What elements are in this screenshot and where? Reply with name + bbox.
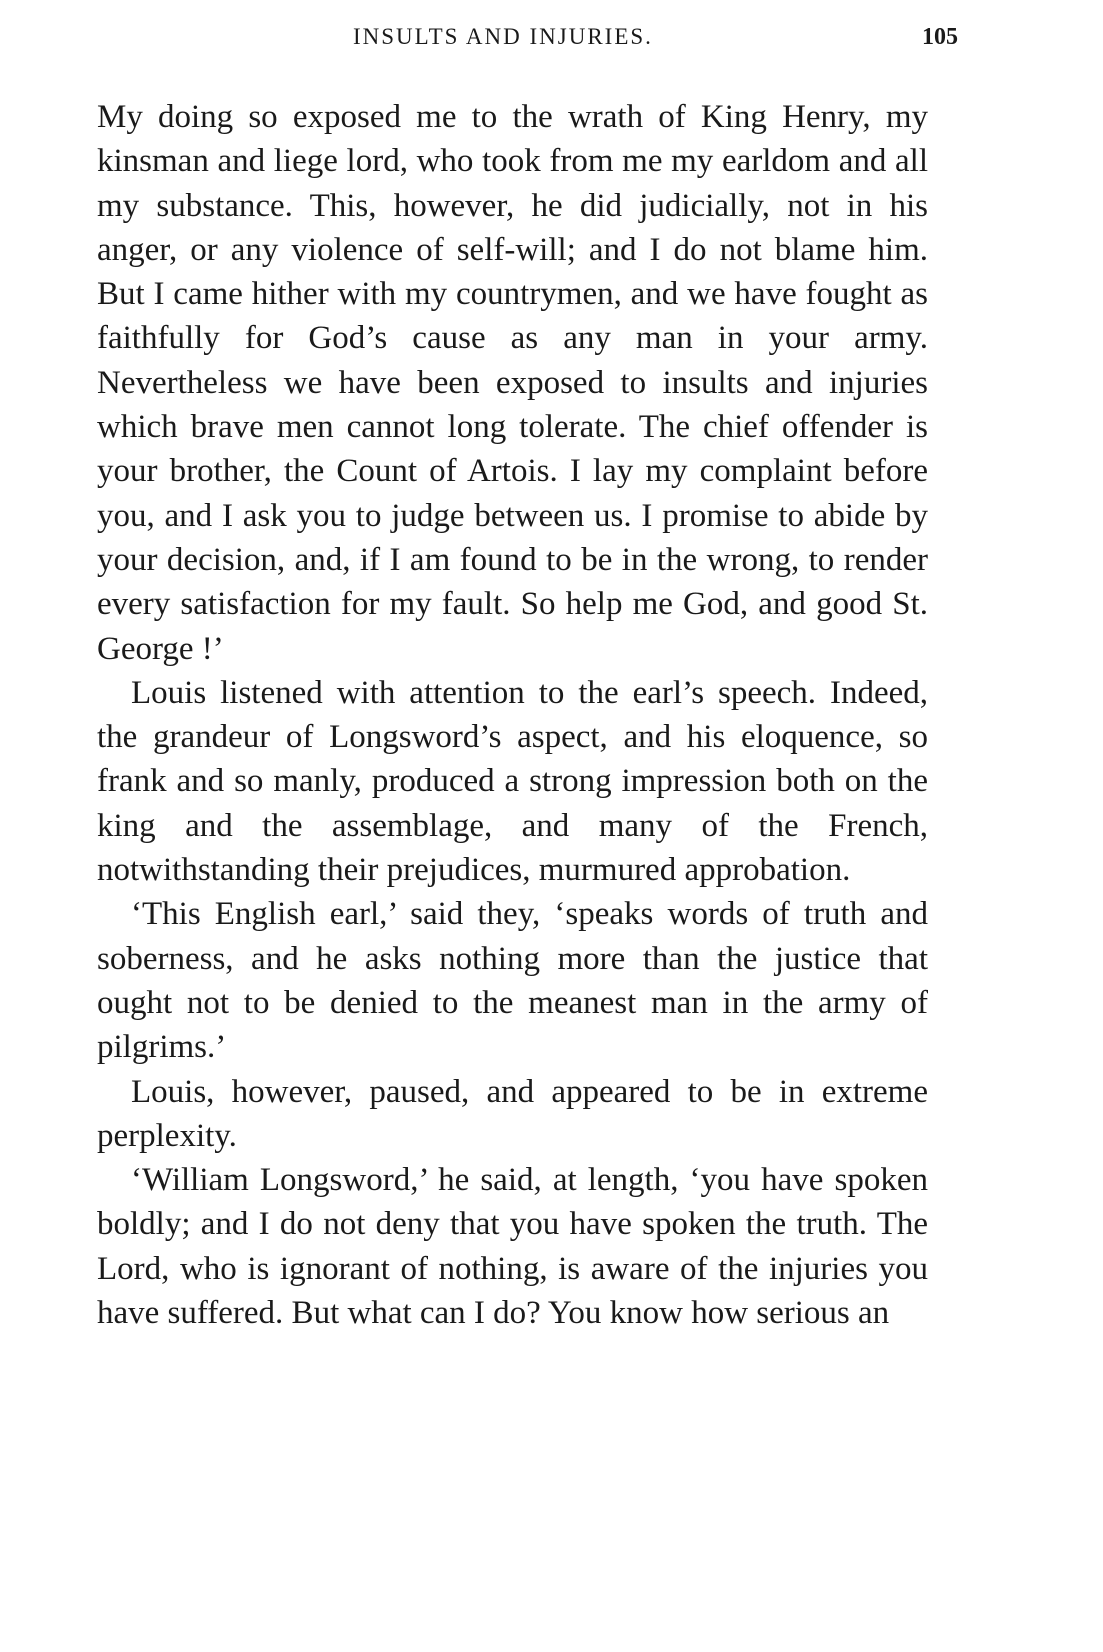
body-text [97,95,928,1335]
paragraph-louis-listened: Louis listened with attention to the earl’s speech. Indeed, the grandeur of Longsword’s aspect, and his eloquence, so frank and so manly, produced a strong impression both on the king and the assemblage, and many of the French, notwithstanding their prejudices, murmured approbation. [97,674,928,889]
paragraph-louis-reply: ‘William Longsword,’ he said, at length, ‘you have spoken boldly; and I do not deny that you have spoken the truth. The Lord, who is ignorant of nothing, is aware of the injuries you have suffered. But what can I do? You know how serious an [97,1162,928,1332]
paragraph-continuation: My doing so exposed me to the wrath of King Henry, my kinsman and liege lord, who took from me my earldom and all my substance. This, however, he did judicially, not in his anger, or any violence of self-will; and I do not blame him. But I came hither with my countrymen, and we have fought as faithfully for God’s cause as any man in your army. Nevertheless we have been exposed to insults and injuries which brave men cannot long tolerate. The chief offender is your brother, the Count of Artois. I lay my complaint before you, and I ask you to judge between us. I promise to abide by your decision, and, if I am found to be in the wrong, to render every satisfaction for my fault. So help me God, and good St. George !’ [97,99,928,667]
paragraph-english-earl-quote: ‘This English earl,’ said they, ‘speaks words of truth and soberness, and he asks nothing more than the justice that ought not to be denied to the meanest man in the army of pilgrims.’ [97,896,928,1066]
running-title: INSULTS AND INJURIES. [353,24,653,49]
paragraph-louis-paused: Louis, however, paused, and appeared to be in extreme perplexity. [97,1073,928,1154]
page-number: 105 [922,24,958,50]
running-head [0,22,1103,62]
